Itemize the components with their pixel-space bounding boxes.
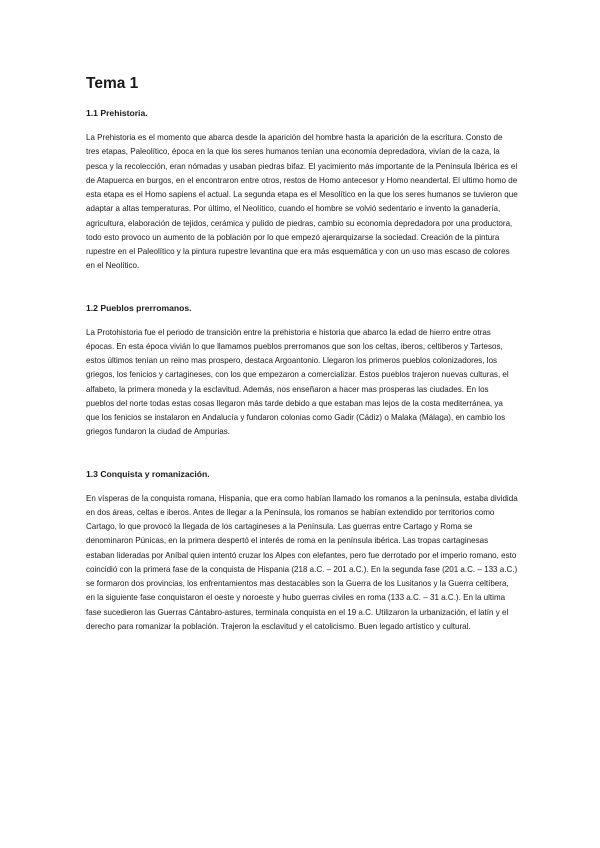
section-pueblos-prerromanos bbox=[86, 302, 518, 440]
section-conquista-romanizacion bbox=[86, 468, 518, 635]
document-content bbox=[86, 74, 518, 662]
section-prehistoria bbox=[86, 107, 518, 274]
section-heading: 1.1 Prehistoria. bbox=[86, 108, 148, 118]
document-title: Tema 1 bbox=[86, 75, 139, 92]
section-paragraph: La Prehistoria es el momento que abarca desde la aparición del hombre hasta la aparición de la escritura. Consto de tres etapas, Paleolítico, época en la que los seres humanos tenían una economía depredadora, vivían de la caza, la pesca y la recolección, eran nómadas y usaban piedras bifaz. El yacimiento más importante de la Península Ibérica es el de Atapuerca en burgos, en el encontraron entre otros, restos de Homo antecesor y Homo neandertal. El ultimo homo de esta etapa es el Homo sapiens el actual. La segunda etapa es el Mesolítico en la que los seres humanos se tuvieron que adaptar a altas temperaturas. Por último, el Neolítico, cuando el hombre se volvió sedentario e invento la ganadería, agricultura, elaboración de tejidos, cerámica y pulido de piedras, cambio su economía depredadora por una productora, todo esto provoco un aumento de la población por lo que empezó ajerarquizarse la sociedad. Creación de la pintura rupestre en el Paleolítico y la pintura rupestre levantina que era más esquemática y con un uso mas escaso de colores en el Neolítico. bbox=[86, 133, 518, 271]
section-paragraph: En vísperas de la conquista romana, Hispania, que era como habían llamado los romanos a la península, estaba dividida en dos áreas, celtas e iberos. Antes de llegar a la Península, los romanos se habían extendido por territorios como Cartago, lo que provocó la llegada de los cartagineses a la Península. Las guerras entre Cartago y Roma se denominaron Púnicas, en la primera despertó el interés de roma en la península ibérica. Las tropas cartaginesas estaban lideradas por Aníbal quien intentó cruzar los Alpes con elefantes, pero fue derrotado por el imperio romano, esto coincidió con la primera fase de la conquista de Hispania (218 a.C. – 201 a.C.). En la segunda fase (201 a.C. – 133 a.C.) se formaron dos provincias, los enfrentamientos mas destacables son la Guerra de los Lusitanos y la Guerra celtíbera, en la siguiente fase conquistaron el oeste y noroeste y hubo guerras civiles en roma (133 a.C. – 31 a.C.). En la ultima fase sucedieron las Guerras Cántabro-astures, terminala conquista en el 19 a.C. Utilizaron la urbanización, el latín y el derecho para romanizar la población. Trajeron la esclavitud y el catolicismo. Buen legado artístico y cultural. bbox=[86, 493, 518, 631]
section-paragraph: La Protohistoria fue el periodo de transición entre la prehistoria e historia que abarco la edad de hierro entre otras épocas. En esta época vivián lo que llamamos pueblos prerromanos que son los celtas, iberos, celtiberos y Tartesos, estos últimos tenían un reino mas prospero, destaca Argoantonio. Llegaron los primeros pueblos colonizadores, los griegos, los fenicios y cartagineses, con los que empezaron a comercializar. Estos pueblos trajeron nuevas culturas, el alfabeto, la primera moneda y la esclavitud. Además, nos enseñaron a hacer mas prosperas las ciudades. En los pueblos del norte todas estas cosas llegaron más tarde debido a que estaban mas lejos de la costa mediterránea, ya que los fenicios se instalaron en Andalucía y fundaron colonias como Gadir (Cádiz) o Malaka (Málaga), en cambio los griegos fundaron la ciudad de Ampurias. bbox=[86, 327, 509, 437]
section-heading: 1.3 Conquista y romanización. bbox=[86, 468, 210, 479]
section-heading: 1.2 Pueblos prerromanos. bbox=[86, 302, 192, 313]
